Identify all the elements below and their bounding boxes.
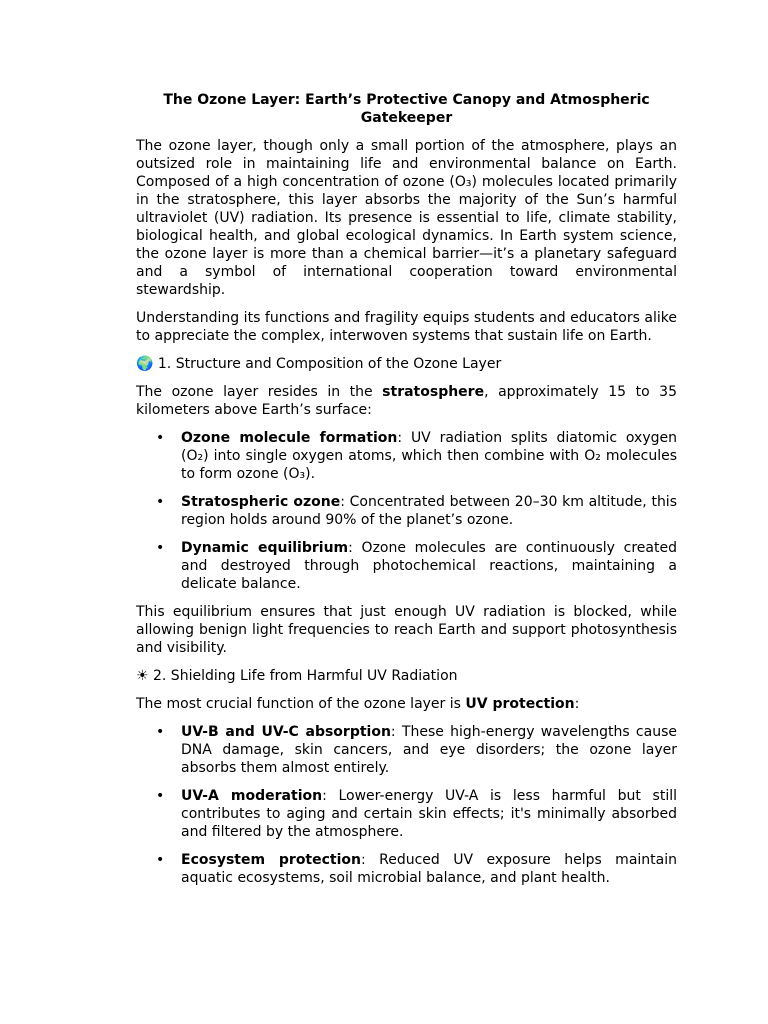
section-1-list bbox=[136, 429, 677, 593]
section-1-lead-bold: stratosphere bbox=[382, 384, 485, 400]
bullet-icon: • bbox=[156, 788, 165, 804]
list-item bbox=[136, 493, 677, 529]
section-1-lead bbox=[136, 383, 677, 419]
list-item-text: : Lower-energy UV-A is less harmful but still contributes to aging and certain skin effects; it's minimally absorbed and filtered by the atmosphere. bbox=[181, 788, 678, 840]
section-2-list bbox=[136, 723, 677, 887]
bullet-icon: • bbox=[156, 430, 165, 446]
section-2-heading: ☀ 2. Shielding Life from Harmful UV Radiation bbox=[136, 668, 458, 684]
bullet-icon: • bbox=[156, 540, 165, 556]
intro-paragraph-2: Understanding its functions and fragility equips students and educators alike to appreciate the complex, interwoven systems that sustain life on Earth. bbox=[136, 310, 677, 344]
list-item bbox=[136, 787, 677, 841]
list-item-term: Ozone molecule formation bbox=[181, 430, 398, 446]
list-item-text: : Concentrated between 20–30 km altitude, this region holds around 90% of the planet’s ozone. bbox=[181, 494, 677, 528]
bullet-icon: • bbox=[156, 494, 165, 510]
list-item bbox=[136, 851, 677, 887]
intro-paragraph-1: The ozone layer, though only a small portion of the atmosphere, plays an outsized role in maintaining life and environmental balance on Earth. Composed of a high concentration of ozone (O₃) molecules located primarily in the stratosphere, this layer absorbs the majority of the Sun’s harmful ultraviolet (UV) radiation. Its presence is essential to life, climate stability, biological health, and global ecological dynamics. In Earth system science, the ozone layer is more than a chemical barrier—it’s a planetary safeguard and a symbol of international cooperation toward environmental stewardship. bbox=[136, 138, 677, 298]
bullet-icon: • bbox=[156, 724, 165, 740]
section-1-heading: 🌍 1. Structure and Composition of the Ozone Layer bbox=[136, 356, 502, 372]
section-2-lead bbox=[136, 695, 677, 713]
bullet-icon: • bbox=[156, 852, 165, 868]
list-item-text: : UV radiation splits diatomic oxygen (O₂) into single oxygen atoms, which then combine with O₂ molecules to form ozone (O₃). bbox=[181, 430, 677, 482]
list-item-term: Ecosystem protection bbox=[181, 852, 361, 868]
section-2-lead-text-end: : bbox=[574, 696, 580, 712]
list-item-term: Stratospheric ozone bbox=[181, 494, 341, 510]
list-item bbox=[136, 723, 677, 777]
section-1-lead-text: The ozone layer resides in the bbox=[136, 384, 383, 400]
document-title: The Ozone Layer: Earth’s Protective Canopy and Atmospheric Gatekeeper bbox=[163, 92, 650, 126]
list-item-text: : These high-energy wavelengths cause DNA damage, skin cancers, and eye disorders; the ozone layer absorbs them almost entirely. bbox=[181, 724, 677, 776]
section-2-lead-text: The most crucial function of the ozone layer is bbox=[136, 696, 466, 712]
list-item-text: : Ozone molecules are continuously created and destroyed through photochemical reactions, maintaining a delicate balance. bbox=[181, 540, 677, 592]
list-item-text: : Reduced UV exposure helps maintain aquatic ecosystems, soil microbial balance, and plant health. bbox=[181, 852, 677, 886]
list-item bbox=[136, 429, 677, 483]
section-1-lead-text-end: , approximately 15 to 35 kilometers above Earth’s surface: bbox=[136, 384, 677, 418]
list-item-term: Dynamic equilibrium bbox=[181, 540, 349, 556]
list-item bbox=[136, 539, 677, 593]
list-item-term: UV-A moderation bbox=[181, 788, 323, 804]
section-1-closing: This equilibrium ensures that just enough UV radiation is blocked, while allowing benign light frequencies to reach Earth and support photosynthesis and visibility. bbox=[136, 604, 677, 656]
section-2-lead-bold: UV protection bbox=[465, 696, 575, 712]
document-page bbox=[136, 91, 677, 897]
list-item-term: UV-B and UV-C absorption bbox=[181, 724, 391, 740]
